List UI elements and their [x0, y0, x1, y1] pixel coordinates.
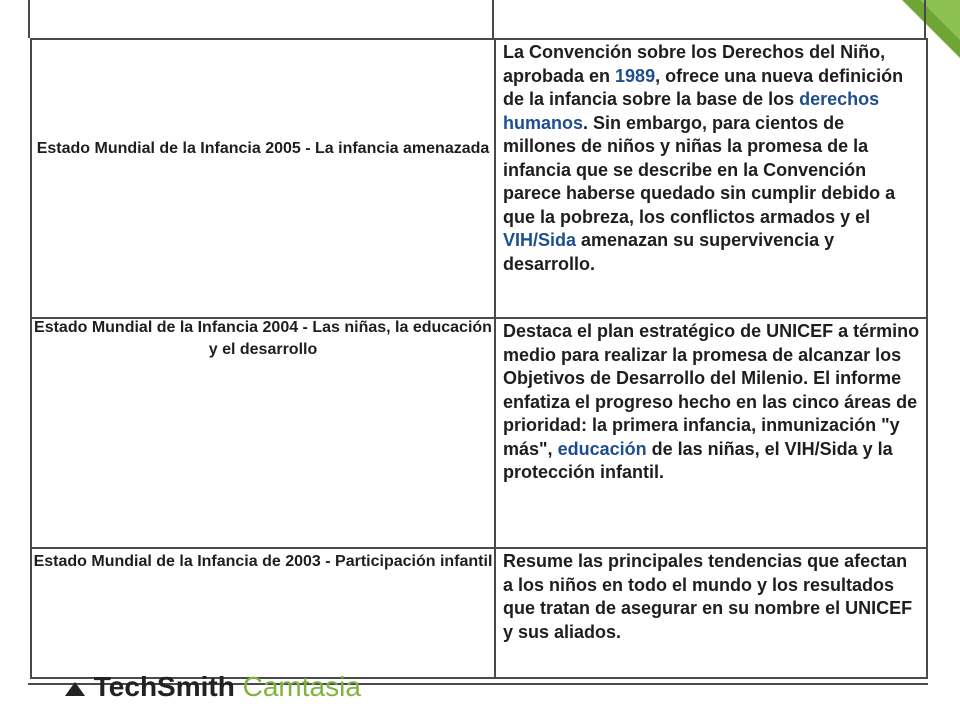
footer-logo — [64, 676, 361, 698]
description-text: . Sin embargo, para cientos de millones de niños y niñas la promesa de la infancia que se describe en la Convención parece haberse quedado sin cumplir debido a que la pobreza, los conflictos armados y el — [503, 112, 896, 227]
report-description — [503, 549, 922, 644]
table-border-top-left — [28, 0, 30, 38]
description-link[interactable]: derechos humanos — [503, 89, 880, 133]
table-border-top-right — [924, 0, 926, 38]
report-description — [503, 319, 922, 485]
table-border-top-middle — [492, 0, 494, 38]
report-title: Estado Mundial de la Infancia 2005 - La infancia amenazada — [36, 140, 490, 157]
description-text: Destaca el plan estratégico de UNICEF a término medio para realizar la promesa de alcanzar los Objetivos de Desarrollo del Milenio. El informe enfatiza el progreso hecho en las cinco áreas de prioridad: la primera infancia, inmunización "y más", — [503, 321, 920, 459]
description-text: de las niñas, el VIH/Sida y la protección infantil. — [503, 438, 893, 482]
table-row — [31, 39, 927, 318]
description-text: , ofrece una nueva definición de la infancia sobre la base de los — [503, 65, 904, 109]
table-row — [31, 318, 927, 548]
description-text: La Convención sobre los Derechos del Niño, aprobada en — [503, 42, 886, 86]
report-description-cell — [495, 318, 927, 548]
report-description — [503, 40, 922, 276]
report-title: Estado Mundial de la Infancia de 2003 - Participación infantil — [33, 553, 493, 570]
report-title-cell — [31, 318, 495, 548]
report-title-cell — [31, 39, 495, 318]
description-link[interactable]: 1989 — [615, 65, 656, 86]
description-link[interactable]: educación — [557, 438, 647, 459]
description-text: Resume las principales tendencias que afectan a los niños en todo el mundo y los resultados que tratan de asegurar en su nombre el UNICEF y sus aliados. — [503, 551, 913, 642]
footer-brand: TechSmith — [93, 676, 235, 698]
table-row — [31, 548, 927, 678]
description-link[interactable]: VIH/Sida — [503, 230, 577, 250]
description-text: amenazan su supervivencia y desarrollo. — [503, 230, 835, 274]
report-title: Estado Mundial de la Infancia 2004 - Las niñas, la educación y el desarrollo — [34, 319, 492, 358]
report-description-cell — [495, 39, 927, 318]
report-description-cell — [495, 548, 927, 678]
reports-table — [30, 38, 928, 679]
report-title-cell — [31, 548, 495, 678]
table-body — [31, 39, 927, 678]
techsmith-logo-icon — [64, 680, 86, 698]
footer-product: Camtasia — [242, 676, 361, 698]
